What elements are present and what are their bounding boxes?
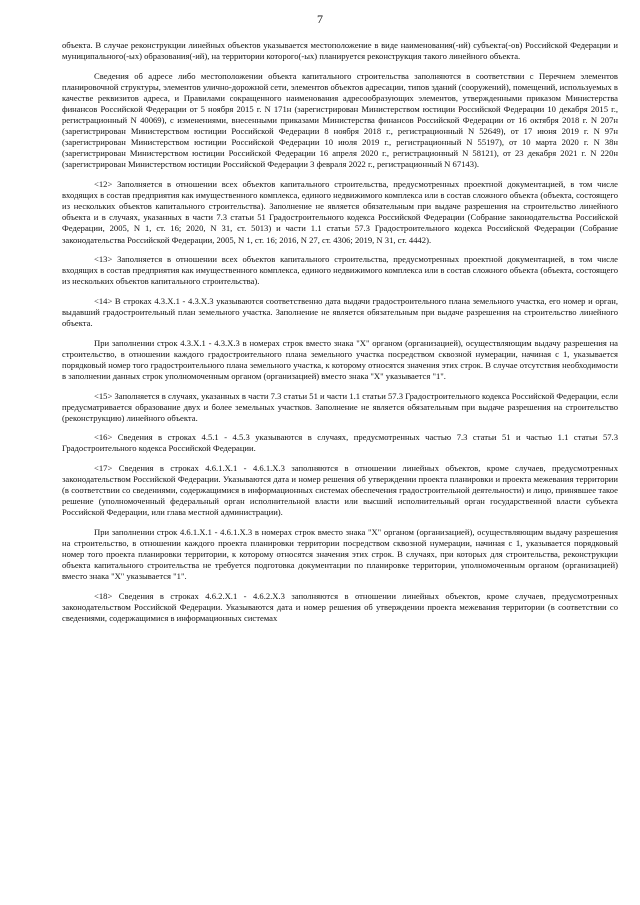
- footnote-18: <18> Сведения в строках 4.6.2.X.1 - 4.6.2.X.3 заполняются в отношении линейных объектов, кроме случаев, предусмотренных законодательством Российской Федерации. Указываются дата и номер решения об утверждении проекта межевания территории (в соответствии со сведениями, содержащимися в информационных системах: [62, 590, 618, 624]
- footnote-14: <14> В строках 4.3.X.1 - 4.3.X.3 указываются соответственно дата выдачи градостроительного плана земельного участка, его номер и орган, выдавший градостроительный план земельного участка. Заполнение не является обязательным при выдаче разрешения на строительство линейного объекта.: [62, 295, 618, 329]
- footnote-17-continuation: При заполнении строк 4.6.1.X.1 - 4.6.1.X.3 в номерах строк вместо знака "X" органом (организацией), осуществляющим выдачу разрешения на строительство, в отношении каждого проекта планировки территории посредством сквозной нумерации, начиная с 1, указывается порядковый номер того проекта планировки территории, к которому относятся значения этих строк. В случаях, при которых для строительства, реконструкции объекта капитального строительства не требуется подготовка документации по планировке территории, уполномоченным органом (организацией) вместо знака "X" указывается "1".: [62, 526, 618, 582]
- paragraph-address-info: Сведения об адресе либо местоположении объекта капитального строительства заполняются в соответствии с Перечнем элементов планировочной структуры, элементов улично-дорожной сети, элементов объектов адресации, типов зданий (сооружений), помещений, используемых в качестве реквизитов адреса, и Правилами сокращенного наименования адресообразующих элементов, утвержденными приказом Министерства финансов Российской Федерации от 5 ноября 2015 г. N 171н (зарегистрирован Министерством юстиции Российской Федерации 10 декабря 2015 г., регистрационный N 40069), с изменениями, внесенными приказами Министерства финансов Российской Федерации от 16 октября 2018 г. N 207н (зарегистрирован Министерством юстиции Российской Федерации 8 ноября 2018 г., регистрационный N 52649), от 17 июня 2019 г. N 97н (зарегистрирован Министерством юстиции Российской Федерации 10 июля 2019 г., регистрационный N 55197), от 10 марта 2020 г. N 38н (зарегистрирован Министерством юстиции Российской Федерации 16 апреля 2020 г., регистрационный N 58121), от 23 декабря 2021 г. N 220н (зарегистрирован Министерством юстиции Российской Федерации 3 февраля 2022 г., регистрационный N 67143).: [62, 70, 618, 170]
- footnote-15: <15> Заполняется в случаях, указанных в части 7.3 статьи 51 и части 1.1 статьи 57.3 Градостроительного кодекса Российской Федерации, если предусматривается образование двух и более земельных участков. Заполнение не является обязательным при выдаче разрешения на строительство (реконструкцию) линейного объекта.: [62, 390, 618, 423]
- page-body: [62, 40, 618, 633]
- page-number: 7: [317, 12, 323, 26]
- paragraph-continuation: объекта. В случае реконструкции линейных объектов указывается местоположение в виде наименования(-ий) субъекта(-ов) Российской Федерации и муниципального(-ых) образования(-ий), на территории которого(-ых) планируется реконструкция такого линейного объекта.: [62, 40, 618, 62]
- footnote-12: <12> Заполняется в отношении всех объектов капитального строительства, предусмотренных проектной документацией, в том числе входящих в состав предприятия как имущественного комплекса, единого недвижимого комплекса или в состав сложного объекта (объекта, состоящего из нескольких объектов капитального строительства). Заполнение не является обязательным при выдаче разрешения на строительство линейного объекта и в случаях, указанных в части 7.3 статьи 51 Градостроительного кодекса Российской Федерации (Собрание законодательства Российской Федерации, 2005, N 1, ст. 16; 2020, N 31, ст. 5013) и части 1.1 статьи 57.3 Градостроительного кодекса Российской Федерации (Собрание законодательства Российской Федерации, 2005, N 1, ст. 16; 2016, N 27, ст. 4306; 2019, N 31, ст. 4442).: [62, 179, 618, 245]
- footnote-13: <13> Заполняется в отношении всех объектов капитального строительства, предусмотренных проектной документацией, в том числе входящих в состав предприятия как имущественного комплекса, единого недвижимого комплекса или в состав сложного объекта (объекта, состоящего из нескольких объектов капитального строительства).: [62, 254, 618, 287]
- footnote-17: <17> Сведения в строках 4.6.1.X.1 - 4.6.1.X.3 заполняются в отношении линейных объектов, кроме случаев, предусмотренных законодательством Российской Федерации. Указываются дата и номер решения об утверждении проекта планировки и проекта межевания территории (в соответствии со сведениями, содержащимися в информационных системах обеспечения градостроительной деятельности) и лицо, принявшее такое решение (уполномоченный федеральный орган исполнительной власти или высший исполнительный орган государственной власти субъекта Российской Федерации, или глава местной администрации).: [62, 463, 618, 518]
- footnote-16: <16> Сведения в строках 4.5.1 - 4.5.3 указываются в случаях, предусмотренных частью 7.3 статьи 51 и частью 1.1 статьи 57.3 Градостроительного кодекса Российской Федерации.: [62, 432, 618, 454]
- footnote-14-continuation: При заполнении строк 4.3.X.1 - 4.3.X.3 в номерах строк вместо знака "X" органом (организацией), осуществляющим выдачу разрешения на строительство, в отношении каждого градостроительного плана земельного участка посредством сквозной нумерации, начиная с 1, указывается порядковый номер того градостроительного плана земельного участка, к которому относятся значения этих строк. В случае отсутствия необходимости в заполнении данных строк уполномоченным органом (организацией) вместо знака "X" указывается "1".: [62, 337, 618, 381]
